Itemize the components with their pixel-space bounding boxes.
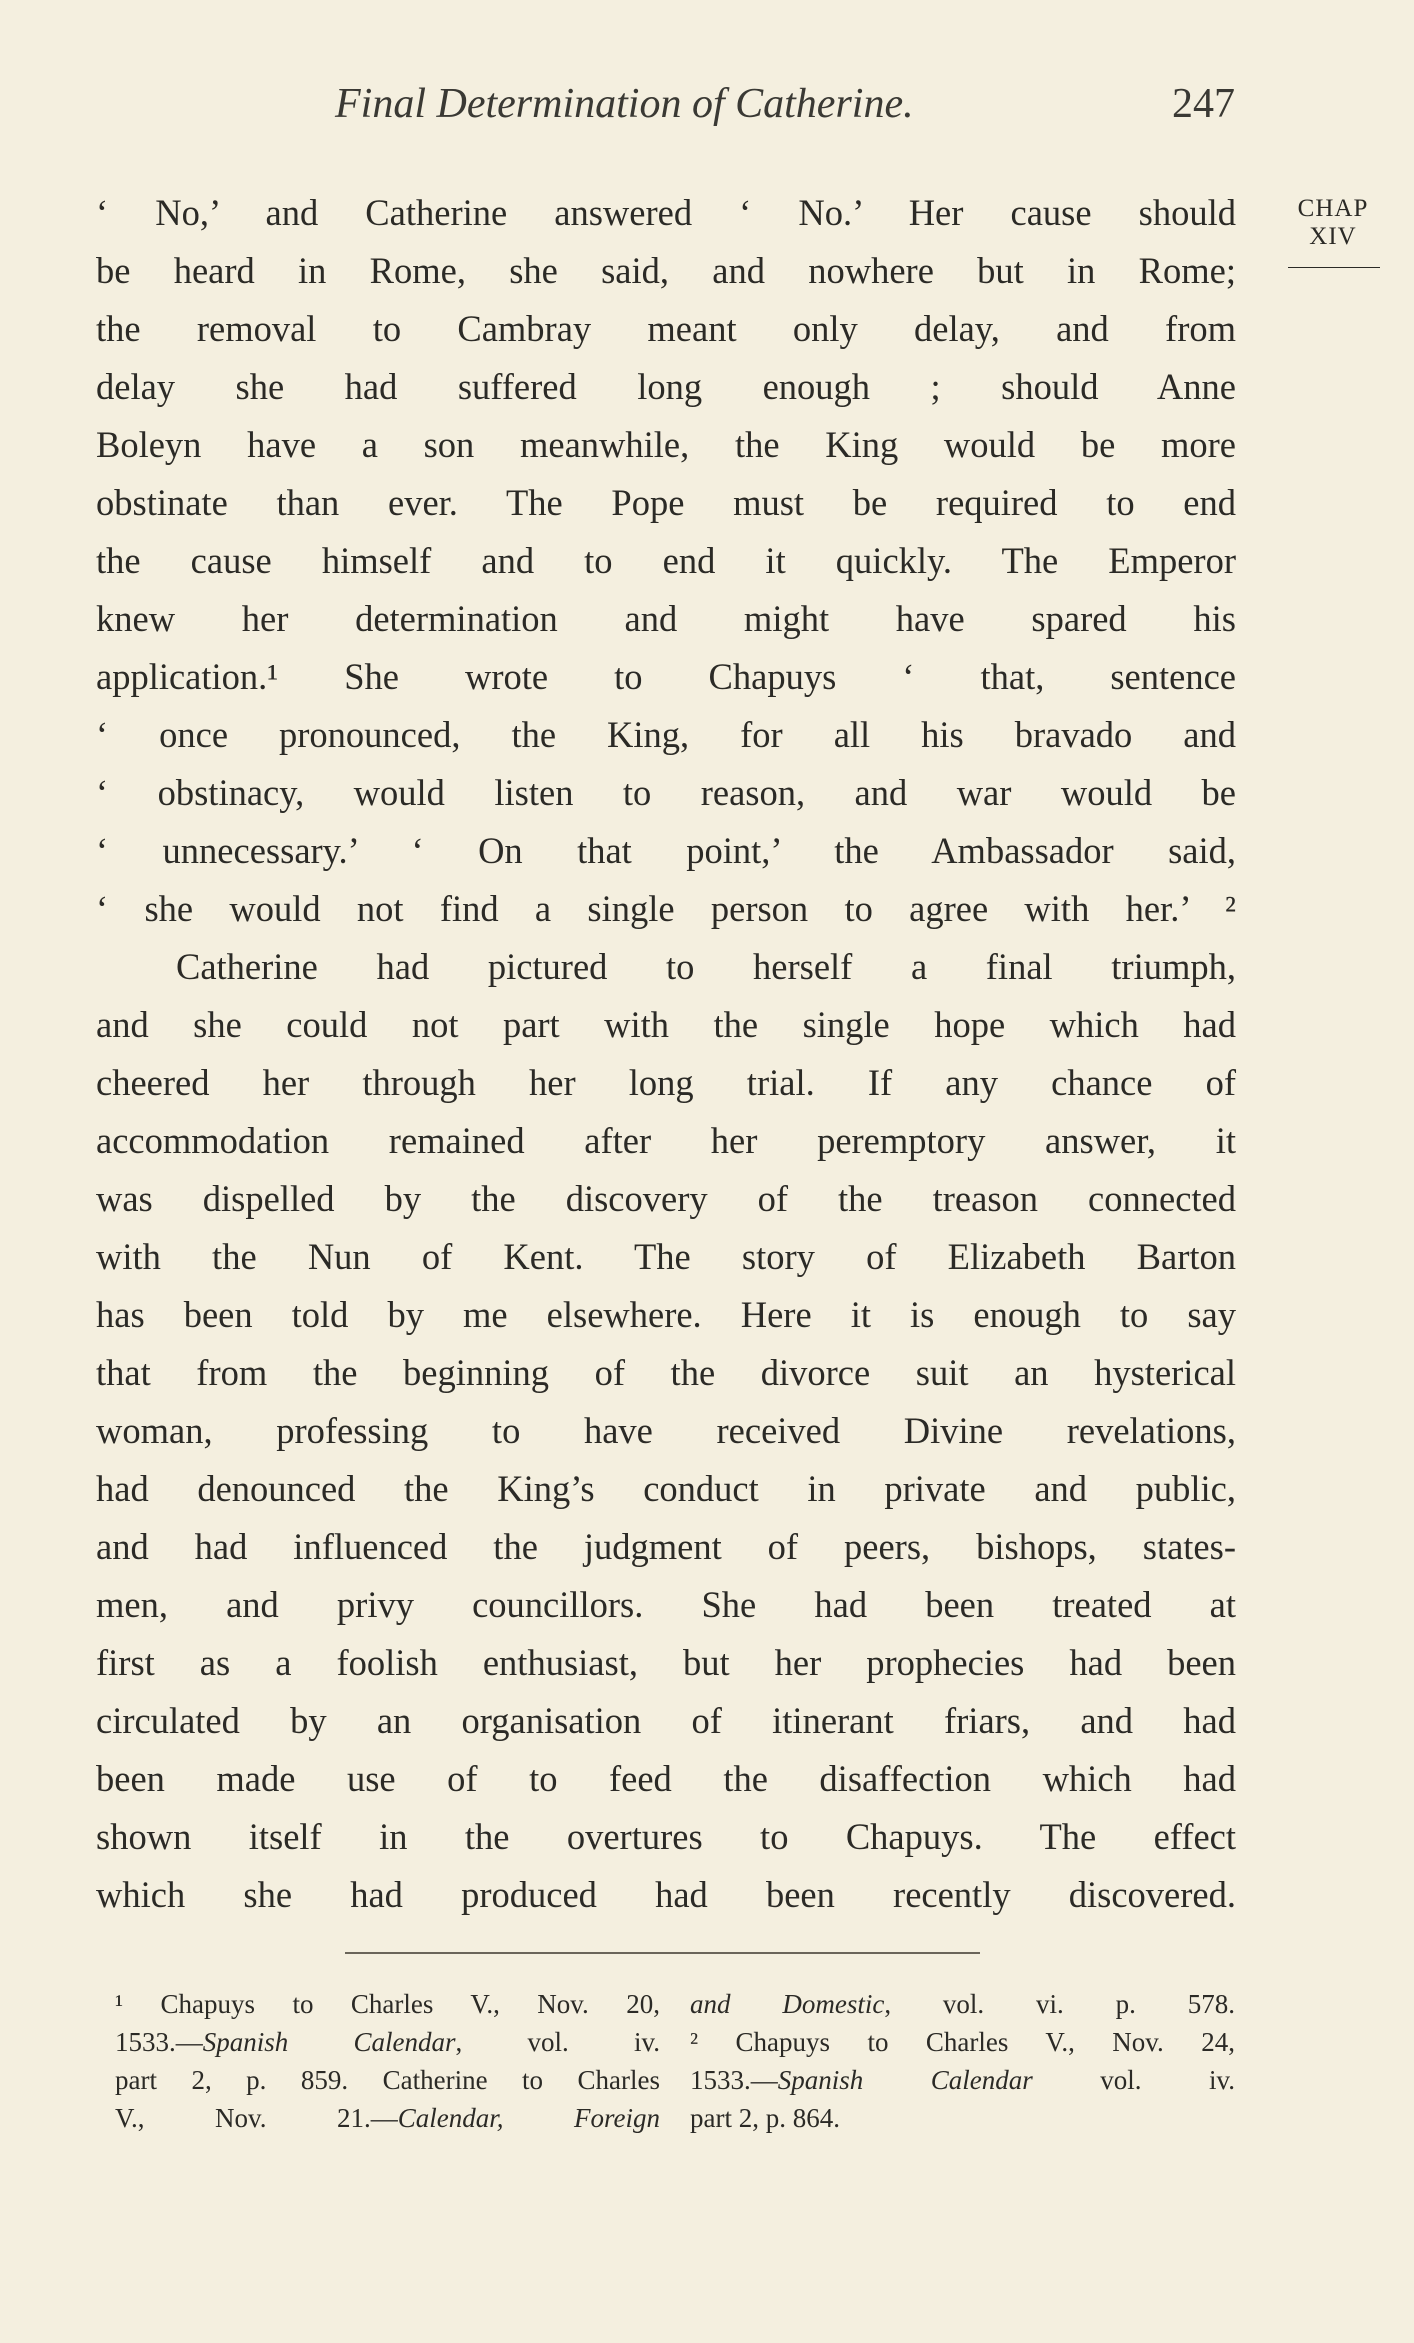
footnote-column-right: [690, 1985, 1235, 2137]
text-line: with the Nun of Kent. The story of Elizabeth Barton: [96, 1236, 1236, 1277]
text-line: been made use of to feed the disaffection which had: [96, 1758, 1236, 1799]
footnote-title-italic: Calendar, Foreign: [397, 2103, 661, 2133]
footnote-column-left: [115, 1985, 660, 2137]
footnote-line: V., Nov. 21.—Calendar, Foreign: [115, 2103, 661, 2133]
text-line: was dispelled by the discovery of the treason connected: [96, 1178, 1236, 1219]
text-line: be heard in Rome, she said, and nowhere but in Rome;: [96, 250, 1236, 291]
text-line: circulated by an organisation of itinerant friars, and had: [96, 1700, 1236, 1741]
footnote-title-italic: and Domestic: [690, 1989, 885, 2019]
text-line: ‘ unnecessary.’ ‘ On that point,’ the Ambassador said,: [96, 830, 1236, 871]
text-line: men, and privy councillors. She had been treated at: [96, 1584, 1236, 1625]
text-line: ‘ obstinacy, would listen to reason, and war would be: [96, 772, 1236, 813]
text-line: obstinate than ever. The Pope must be required to end: [96, 482, 1236, 523]
text-line: knew her determination and might have spared his: [96, 598, 1236, 639]
page-number: 247: [1172, 81, 1235, 127]
text-line: woman, professing to have received Divine revelations,: [96, 1410, 1236, 1451]
footnote-line: part 2, p. 859. Catherine to Charles: [115, 2065, 660, 2095]
text-line: that from the beginning of the divorce suit an hysterical: [96, 1352, 1236, 1393]
text-line: shown itself in the overtures to Chapuys. The effect: [96, 1816, 1236, 1857]
text-line: cheered her through her long trial. If any chance of: [96, 1062, 1236, 1103]
text-line: accommodation remained after her peremptory answer, it: [96, 1120, 1236, 1161]
footnotes: [115, 1985, 1235, 2137]
text-line: first as a foolish enthusiast, but her prophecies had been: [96, 1642, 1236, 1683]
footnote-rule: [345, 1952, 980, 1954]
text-line: Boleyn have a son meanwhile, the King would be more: [96, 424, 1236, 465]
text-line: application.¹ She wrote to Chapuys ‘ that, sentence: [96, 656, 1236, 697]
margin-chapter-label: CHAP: [1297, 195, 1369, 222]
text-line: ‘ once pronounced, the King, for all his bravado and: [96, 714, 1236, 755]
footnote-line: ² Chapuys to Charles V., Nov. 24,: [690, 2027, 1235, 2057]
margin-chapter-number: XIV: [1309, 223, 1357, 250]
margin-note-rule: [1288, 267, 1380, 268]
text-line: ‘ she would not find a single person to agree with her.’ ²: [96, 888, 1236, 929]
body-text: [96, 184, 1236, 1924]
footnote-line: 1533.—Spanish Calendar, vol. iv.: [115, 2027, 661, 2057]
text-line: and had influenced the judgment of peers, bishops, states-: [96, 1526, 1236, 1567]
text-line: and she could not part with the single hope which had: [96, 1004, 1236, 1045]
footnote-line: ¹ Chapuys to Charles V., Nov. 20,: [115, 1989, 660, 2019]
text-line: the cause himself and to end it quickly. The Emperor: [96, 540, 1236, 581]
text-line: delay she had suffered long enough ; should Anne: [96, 366, 1236, 407]
footnote-line: part 2, p. 864.: [690, 2103, 840, 2133]
text-line: ‘ No,’ and Catherine answered ‘ No.’ Her cause should: [96, 192, 1236, 233]
footnote-title-italic: Spanish Calendar: [777, 2065, 1033, 2095]
text-line: the removal to Cambray meant only delay, and from: [96, 308, 1236, 349]
running-title: Final Determination of Catherine.: [335, 81, 914, 127]
margin-note: [1288, 195, 1378, 268]
text-line: which she had produced had been recently discovered.: [96, 1874, 1236, 1915]
footnote-line: and Domestic, vol. vi. p. 578.: [690, 1989, 1235, 2019]
page-header: [335, 80, 1235, 140]
footnote-line: 1533.—Spanish Calendar vol. iv.: [690, 2065, 1236, 2095]
footnote-title-italic: Spanish Calendar: [202, 2027, 456, 2057]
paragraph-first-line: Catherine had pictured to herself a final triumph,: [176, 946, 1236, 987]
text-line: had denounced the King’s conduct in private and public,: [96, 1468, 1236, 1509]
text-line: has been told by me elsewhere. Here it is enough to say: [96, 1294, 1236, 1335]
